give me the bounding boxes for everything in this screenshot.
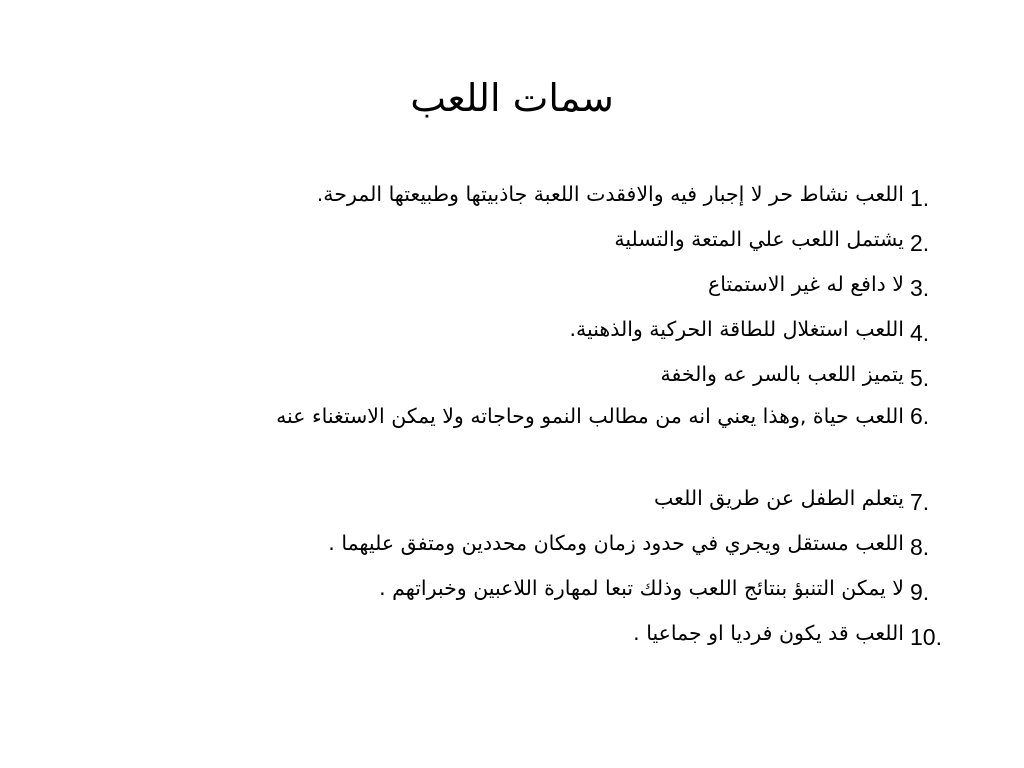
list-item xyxy=(90,615,970,660)
item-text: لا دافع له غير الاستمتاع xyxy=(707,272,904,296)
list-item xyxy=(90,570,970,615)
list-item xyxy=(90,401,970,480)
list-item xyxy=(90,480,970,525)
item-number: 3. xyxy=(910,275,930,301)
list-item xyxy=(90,176,970,221)
item-number: 5. xyxy=(910,365,930,391)
slide-title: سمات اللعب xyxy=(410,76,614,120)
item-number: 6. xyxy=(910,403,930,429)
item-number: 10. xyxy=(910,624,942,650)
item-number: 1. xyxy=(910,185,930,211)
item-number: 4. xyxy=(910,320,930,346)
item-text: اللعب مستقل ويجري في حدود زمان ومكان محددين ومتفق عليهما . xyxy=(328,531,904,555)
item-number: 8. xyxy=(910,534,930,560)
list-item xyxy=(90,266,970,311)
item-text: اللعب نشاط حر لا إجبار فيه والافقدت اللعبة جاذبيتها وطبيعتها المرحة. xyxy=(316,182,904,206)
list-item xyxy=(90,525,970,570)
item-text: اللعب حياة ,وهذا يعني انه من مطالب النمو وحاجاته ولا يمكن الاستغناء عنه xyxy=(276,404,904,428)
list-item xyxy=(90,356,970,401)
item-number: 2. xyxy=(910,230,930,256)
item-text: اللعب قد يكون فرديا او جماعيا . xyxy=(633,621,904,645)
item-text: يشتمل اللعب علي المتعة والتسلية xyxy=(614,227,904,251)
item-text: لا يمكن التنبؤ بنتائج اللعب وذلك تبعا لمهارة اللاعبين وخبراتهم . xyxy=(379,576,904,600)
item-text: يتعلم الطفل عن طريق اللعب xyxy=(654,486,904,510)
list-item xyxy=(90,221,970,266)
item-text: اللعب استغلال للطاقة الحركية والذهنية. xyxy=(569,317,904,341)
item-number: 9. xyxy=(910,579,930,605)
item-number: 7. xyxy=(910,489,930,515)
traits-list xyxy=(90,176,970,660)
item-text: يتميز اللعب بالسر عه والخفة xyxy=(660,362,904,386)
list-item xyxy=(90,311,970,356)
